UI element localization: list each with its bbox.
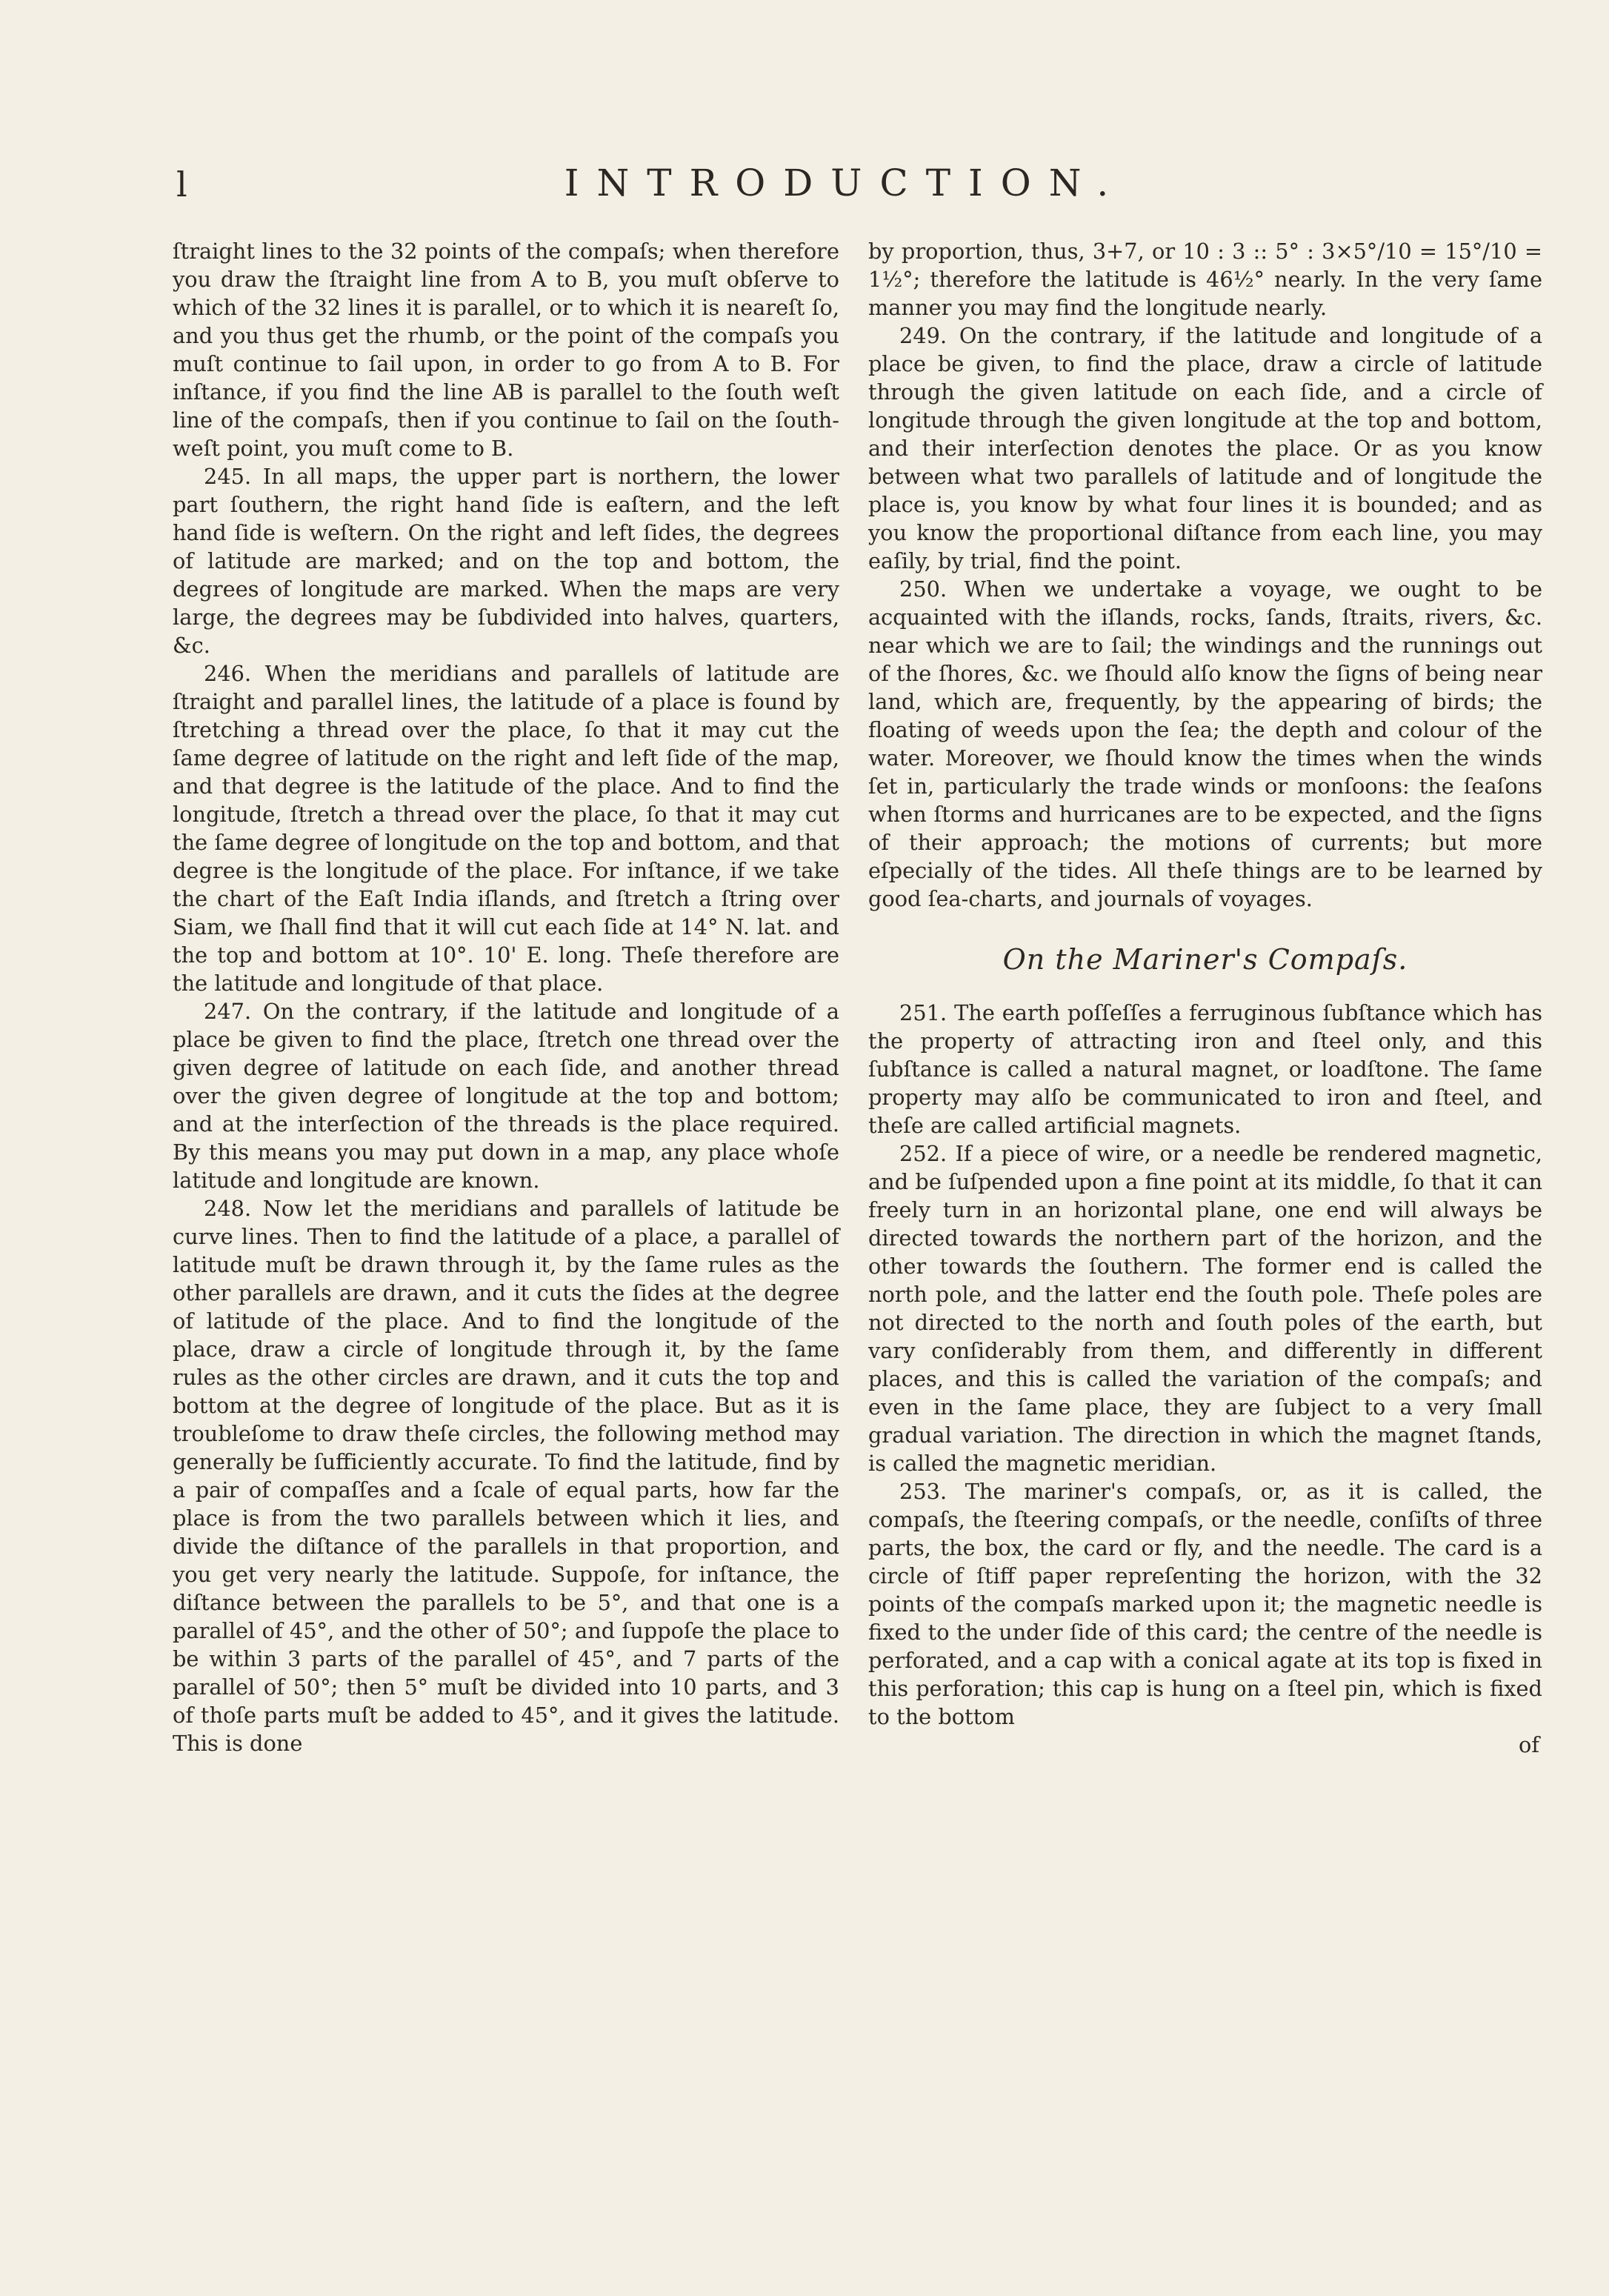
page-number: l: [176, 164, 189, 204]
paragraph: by proportion, thus, 3+7, or 10 : 3 :: 5° : 3×5°/10 = 15°/10 = 1½°; therefore the latitude is 46½° nearly. In the very ſame manner you may find the longitude nearly.: [868, 239, 1542, 320]
running-head: INTRODUCTION.: [564, 162, 1127, 204]
right-column: [868, 237, 1542, 1759]
paragraph: 253. The mariner's compaſs, or, as it is called, the compaſs, the ſteering compaſs, or the needle, conſiſts of three parts, the box, the card or fly, and the needle. The card is a circle of ſtiff paper repreſenting the horizon, with the 32 points of the compaſs marked upon it; the magnetic needle is fixed to the under ſide of this card; the centre of the needle is perforated, and a cap with a conical agate at its top is fixed in this perforation; this cap is hung on a ſteel pin, which is fixed to the bottom: [868, 1479, 1542, 1729]
catchword: of: [1519, 1732, 1539, 1757]
section-title: On the Mariner's Compaſs.: [1002, 943, 1408, 976]
paragraph: ſtraight lines to the 32 points of the compaſs; when therefore you draw the ſtraight line from A to B, you muſt obſerve to which of the 32 lines it is parallel, or to which it is neareſt ſo, and you thus get the rhumb, or the point of the compaſs you muſt continue to ſail upon, in order to go from A to B. For inſtance, if you find the line AB is parallel to the ſouth weſt line of the compaſs, then if you continue to ſail on the ſouth-weſt point, you muſt come to B.: [173, 239, 839, 461]
paragraph: 245. In all maps, the upper part is northern, the lower part ſouthern, the right hand ſide is eaſtern, and the left hand ſide is weſtern. On the right and left ſides, the degrees of latitude are marked; and on the top and bottom, the degrees of longitude are marked. When the maps are very large, the degrees may be ſubdivided into halves, quarters, &c.: [173, 464, 839, 658]
paragraph: 251. The earth poſſeſſes a ferruginous ſubſtance which has the property of attracting iron and ſteel only, and this ſubſtance is called a natural magnet, or loadſtone. The ſame property may alſo be communicated to iron and ſteel, and theſe are called artificial magnets.: [868, 1000, 1542, 1138]
paragraph: 250. When we undertake a voyage, we ought to be acquainted with the iſlands, rocks, ſands, ſtraits, rivers, &c. near which we are to ſail; the windings and the runnings out of the ſhores, &c. we ſhould alſo know the ſigns of being near land, which are, frequently, by the appearing of birds; the floating of weeds upon the ſea; the depth and colour of the water. Moreover, we ſhould know the times when the winds ſet in, particularly the trade winds or monſoons: the ſeaſons when ſtorms and hurricanes are to be expected, and the ſigns of their approach; the motions of currents; but more eſpecially of the tides. All theſe things are to be learned by good ſea-charts, and journals of voyages.: [868, 576, 1542, 911]
paragraph: 252. If a piece of wire, or a needle be rendered magnetic, and be ſuſpended upon a fine point at its middle, ſo that it can freely turn in an horizontal plane, one end will always be directed towards the northern part of the horizon, and the other towards the ſouthern. The former end is called the north pole, and the latter end the ſouth pole. Theſe poles are not directed to the north and ſouth poles of the earth, but vary conſiderably from them, and differently in different places, and this is called the variation of the compaſs; and even in the ſame place, they are ſubject to a very ſmall gradual variation. The direction in which the magnet ſtands, is called the magnetic meridian.: [868, 1141, 1542, 1476]
paragraph: 249. On the contrary, if the latitude and longitude of a place be given, to find the place, draw a circle of latitude through the given latitude on each ſide, and a circle of longitude through the given longitude at the top and bottom, and their interſection denotes the place. Or as you know between what two parallels of latitude and of longitude the place is, you know by what four lines it is bounded; and as you know the proportional diſtance from each line, you may eaſily, by trial, find the point.: [868, 323, 1542, 573]
paragraph: 247. On the contrary, if the latitude and longitude of a place be given to find the place, ſtretch one thread over the given degree of latitude on each ſide, and another thread over the given degree of longitude at the top and bottom; and at the interſection of the threads is the place required. By this means you may put down in a map, any place whoſe latitude and longitude are known.: [173, 999, 839, 1193]
left-column: [173, 237, 839, 1757]
paragraph: 248. Now let the meridians and parallels of latitude be curve lines. Then to find the latitude of a place, a parallel of latitude muſt be drawn through it, by the ſame rules as the other parallels are drawn, and it cuts the ſides at the degree of latitude of the place. And to find the longitude of the place, draw a circle of longitude through it, by the ſame rules as the other circles are drawn, and it cuts the top and bottom at the degree of longitude of the place. But as it is troubleſome to draw theſe circles, the following method may generally be ſufficiently accurate. To find the latitude, find by a pair of compaſſes and a ſcale of equal parts, how far the place is from the two parallels between which it lies, and divide the diſtance of the parallels in that proportion, and you get very nearly the latitude. Suppoſe, for inſtance, the diſtance between the parallels to be 5°, and that one is a parallel of 45°, and the other of 50°; and ſuppoſe the place to be within 3 parts of the parallel of 45°, and 7 parts of the parallel of 50°; then 5° muſt be divided into 10 parts, and 3 of thoſe parts muſt be added to 45°, and it gives the latitude. This is done: [173, 1196, 839, 1756]
paragraph: 246. When the meridians and parallels of latitude are ſtraight and parallel lines, the latitude of a place is found by ſtretching a thread over the place, ſo that it may cut the ſame degree of latitude on the right and left ſide of the map, and that degree is the latitude of the place. And to find the longitude, ſtretch a thread over the place, ſo that it may cut the ſame degree of longitude on the top and bottom, and that degree is the longitude of the place. For inſtance, if we take the chart of the Eaſt India iſlands, and ſtretch a ſtring over Siam, we ſhall find that it will cut each ſide at 14° N. lat. and the top and bottom at 10°. 10' E. long. Theſe therefore are the latitude and longitude of that place.: [173, 661, 839, 996]
